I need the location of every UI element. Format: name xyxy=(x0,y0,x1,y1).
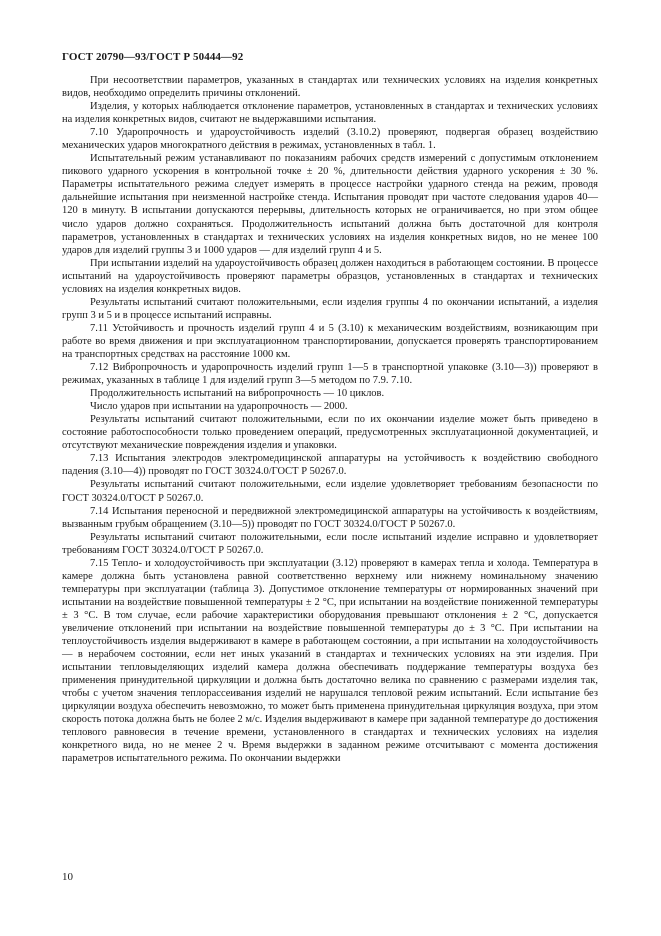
paragraph: При несоответствии параметров, указанных в стандартах или технических условиях на изделия конкретных видов, необходимо определить причины отклонений. xyxy=(62,75,598,100)
paragraph: 7.13 Испытания электродов электромедицинской аппаратуры на устойчивость к воздействию свободного падения (3.10—4)) проводят по ГОСТ 30324.0/ГОСТ Р 50267.0. xyxy=(62,453,598,478)
paragraph: Число ударов при испытании на ударопрочность — 2000. xyxy=(90,401,348,413)
paragraph: 7.11 Устойчивость и прочность изделий групп 4 и 5 (3.10) к механическим воздействиям, возникающим при работе во время движения и при эксплуатационном транспортировании, допускается проверять транспортированием на транспортных средствах на расстояние 1000 км. xyxy=(62,322,598,360)
paragraph: Изделия, у которых наблюдается отклонение параметров, установленных в стандартах и технических условиях на изделия конкретных видов, считают не выдержавшими испытания. xyxy=(62,101,598,126)
paragraph: При испытании изделий на удароустойчивость образец должен находиться в работающем состоянии. В процессе испытаний на удароустойчивость проверяют параметры образцов, установленных в стандартах и технических условиях на изделия конкретных видов. xyxy=(62,257,598,295)
paragraph: Результаты испытаний считают положительными, если изделия группы 4 по окончании испытаний, а изделия групп 3 и 5 и в процессе испытаний исправны. xyxy=(62,296,598,321)
paragraph: Результаты испытаний считают положительными, если после испытаний изделие исправно и удовлетворяет требованиям ГОСТ 30324.0/ГОСТ Р 50267.0. xyxy=(62,531,598,556)
paragraph: Продолжительность испытаний на вибропрочность — 10 циклов. xyxy=(90,388,385,400)
paragraph: 7.15 Тепло- и холодоустойчивость при эксплуатации (3.12) проверяют в камерах тепла и холода. Температура в камере должна быть установлена равной соответственно верхнему или нижнему номинальному значению температуры при эксплуатации (таблица 3). Допустимое отклонение температуры от нормированных значений при испытании на воздействие повышенной температуры ± 2 °C, при испытании на воздействие пониженной температуры ± 3 °C. В том случае, если рабочие характеристики оборудования превышают отклонения ± 2 °C, допускается увеличение отклонений при испытании на воздействие повышенной температуры до ± 3 °C. При испытании на теплоустойчивость изделия выдерживают в камере в работающем состоянии, а при испытании на холодоустойчивость — в нерабочем состоянии, если нет иных указаний в стандартах и технических условиях на эти изделия. При испытании тепловыделяющих изделий камера должна обеспечивать поддержание температуры воздуха без применения принудительной циркуляции и должна быть достаточно велика по сравнению с размерами изделия так, чтобы с учетом значения теплорассеивания изделий не нарушался тепловой режим испытаний. Если испытание без циркуляции воздуха обеспечить невозможно, то может быть применена принудительная циркуляция воздуха, при этом скорость потока должна быть не более 2 м/с. Изделия выдерживают в камере при заданной температуре до достижения теплового равновесия в течение времени, установленного в стандартах и технических условиях на изделия конкретного вида, но не менее 2 ч. Время выдержки в заданном режиме отсчитывают с момента достижения параметров испытательного режима. По окончании выдержки xyxy=(62,557,598,765)
document-header: ГОСТ 20790—93/ГОСТ Р 50444—92 xyxy=(62,51,244,63)
paragraph: Результаты испытаний считают положительными, если изделие удовлетворяет требованиям безопасности по ГОСТ 30324.0/ГОСТ Р 50267.0. xyxy=(62,479,598,504)
paragraph: 7.14 Испытания переносной и передвижной электромедицинской аппаратуры на устойчивость к воздействиям, вызванным грубым обращением (3.10—5)) проводят по ГОСТ 30324.0/ГОСТ Р 50267.0. xyxy=(62,505,598,530)
page-number: 10 xyxy=(62,871,73,883)
document-body xyxy=(62,74,598,765)
paragraph: 7.12 Вибропрочность и ударопрочность изделий групп 1—5 в транспортной упаковке (3.10—3)) проверяют в режимах, указанных в таблице 1 для изделий групп 3—5 методом по 7.9. 7.10. xyxy=(62,362,598,387)
paragraph: Испытательный режим устанавливают по показаниям рабочих средств измерений с допустимым отклонением пикового ударного ускорения в контрольной точке ± 20 %, длительности действия ударного ускорения ± 30 %. Параметры испытательного режима следует измерять в процессе настройки ударного стенда на режим, проводя дальнейшие испытания при неизменной настройке стенда. Испытания проводят при частоте следования ударов 40—120 в минуту. В испытании допускаются перерывы, длительность которых не ограничивается, но при этом общее число ударов должно сохраняться. Продолжительность испытаний должна быть достаточной для контроля параметров, установленных в стандартах и технических условиях на изделия конкретных видов, но не менее 100 ударов для изделий группы 3 и 1000 ударов — для изделий групп 4 и 5. xyxy=(62,153,598,256)
paragraph: 7.10 Ударопрочность и удароустойчивость изделий (3.10.2) проверяют, подвергая образец воздействию механических ударов многократного действия в режимах, установленных в табл. 1. xyxy=(62,127,598,152)
paragraph: Результаты испытаний считают положительными, если по их окончании изделие может быть приведено в состояние работоспособности только проведением операций, предусмотренных эксплуатационной документацией, и отсутствуют механические повреждения изделия и упаковки. xyxy=(62,414,598,452)
